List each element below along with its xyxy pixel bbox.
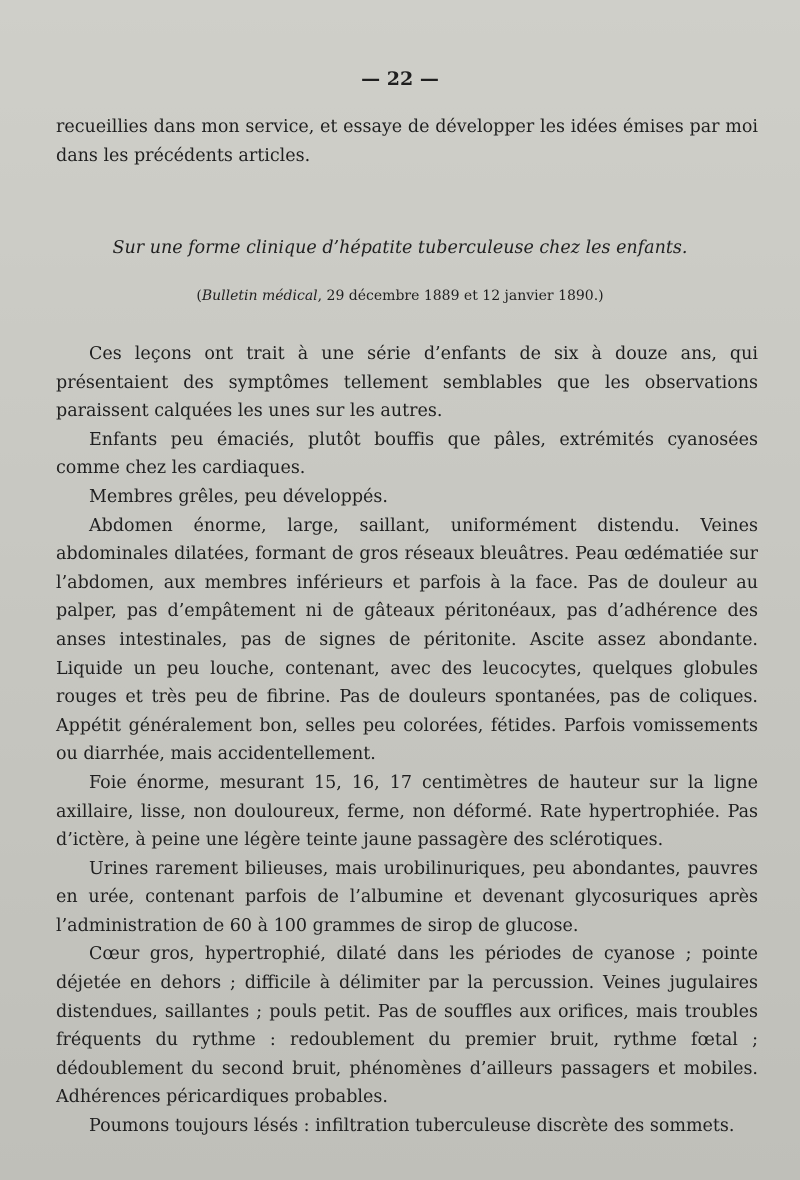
paragraph: Abdomen énorme, large, saillant, uniformément distendu. Veines abdominales dilatées, formant de gros réseaux bleuâtres. Peau œdématiée sur l’abdomen, aux membres inférieurs et parfois à la face. Pas de douleur au palper, pas d’empâtement ni de gâteaux péritonéaux, pas d’adhérence des anses intestinales, pas de signes de péritonite. Ascite assez abondante. Liquide un peu louche, contenant, avec des leucocytes, quelques globules rouges et très peu de fibrine. Pas de douleurs spontanées, pas de coliques. Appétit généralement bon, selles peu colorées, fétides. Parfois vomissements ou diarrhée, mais accidentellement. [56, 515, 758, 765]
paragraph: Cœur gros, hypertrophié, dilaté dans les périodes de cyanose ; pointe déjetée en dehors ; difficile à délimiter par la percussion. Veines jugulaires distendues, saillantes ; pouls petit. Pas de souffles aux orifices, mais troubles fréquents du rythme : redoublement du premier bruit, rythme fœtal ; dédoublement du second bruit, phénomènes d’ailleurs passagers et mobiles. Adhérences péricardiques probables. [56, 944, 758, 1108]
paragraph: Ces leçons ont trait à une série d’enfants de six à douze ans, qui présentaient des symptômes tellement semblables que les observations paraissent calquées les unes sur les autres. [56, 344, 758, 422]
paragraph: Urines rarement bilieuses, mais urobilinuriques, peu abondantes, pauvres en urée, contenant parfois de l’albumine et devenant glycosuriques après l’administration de 60 à 100 grammes de sirop de glucose. [56, 858, 758, 936]
body-text [56, 340, 758, 1141]
citation-open: ( [196, 288, 202, 304]
paragraph: Foie énorme, mesurant 15, 16, 17 centimètres de hauteur sur la ligne axillaire, lisse, non douloureux, ferme, non déformé. Rate hypertrophiée. Pas d’ictère, à peine une légère teinte jaune passagère des sclérotiques. [56, 772, 758, 851]
citation-journal: Bulletin médical [201, 288, 318, 304]
paragraph: Membres grêles, peu développés. [89, 486, 388, 507]
paragraph: Poumons toujours lésés : infiltration tuberculeuse discrète des sommets. [89, 1116, 735, 1137]
citation-dates: , 29 décembre 1889 et 12 janvier 1890.) [317, 288, 604, 304]
citation [0, 288, 800, 304]
paragraph: Enfants peu émaciés, plutôt bouffis que pâles, extrémités cyanosées comme chez les cardiaques. [56, 429, 758, 479]
section-title: Sur une forme clinique d’hépatite tuberculeuse chez les enfants. [112, 238, 688, 258]
intro-paragraph: recueillies dans mon service, et essaye de développer les idées émises par moi dans les précédents articles. [56, 117, 758, 166]
page-number: — 22 — [361, 68, 439, 90]
